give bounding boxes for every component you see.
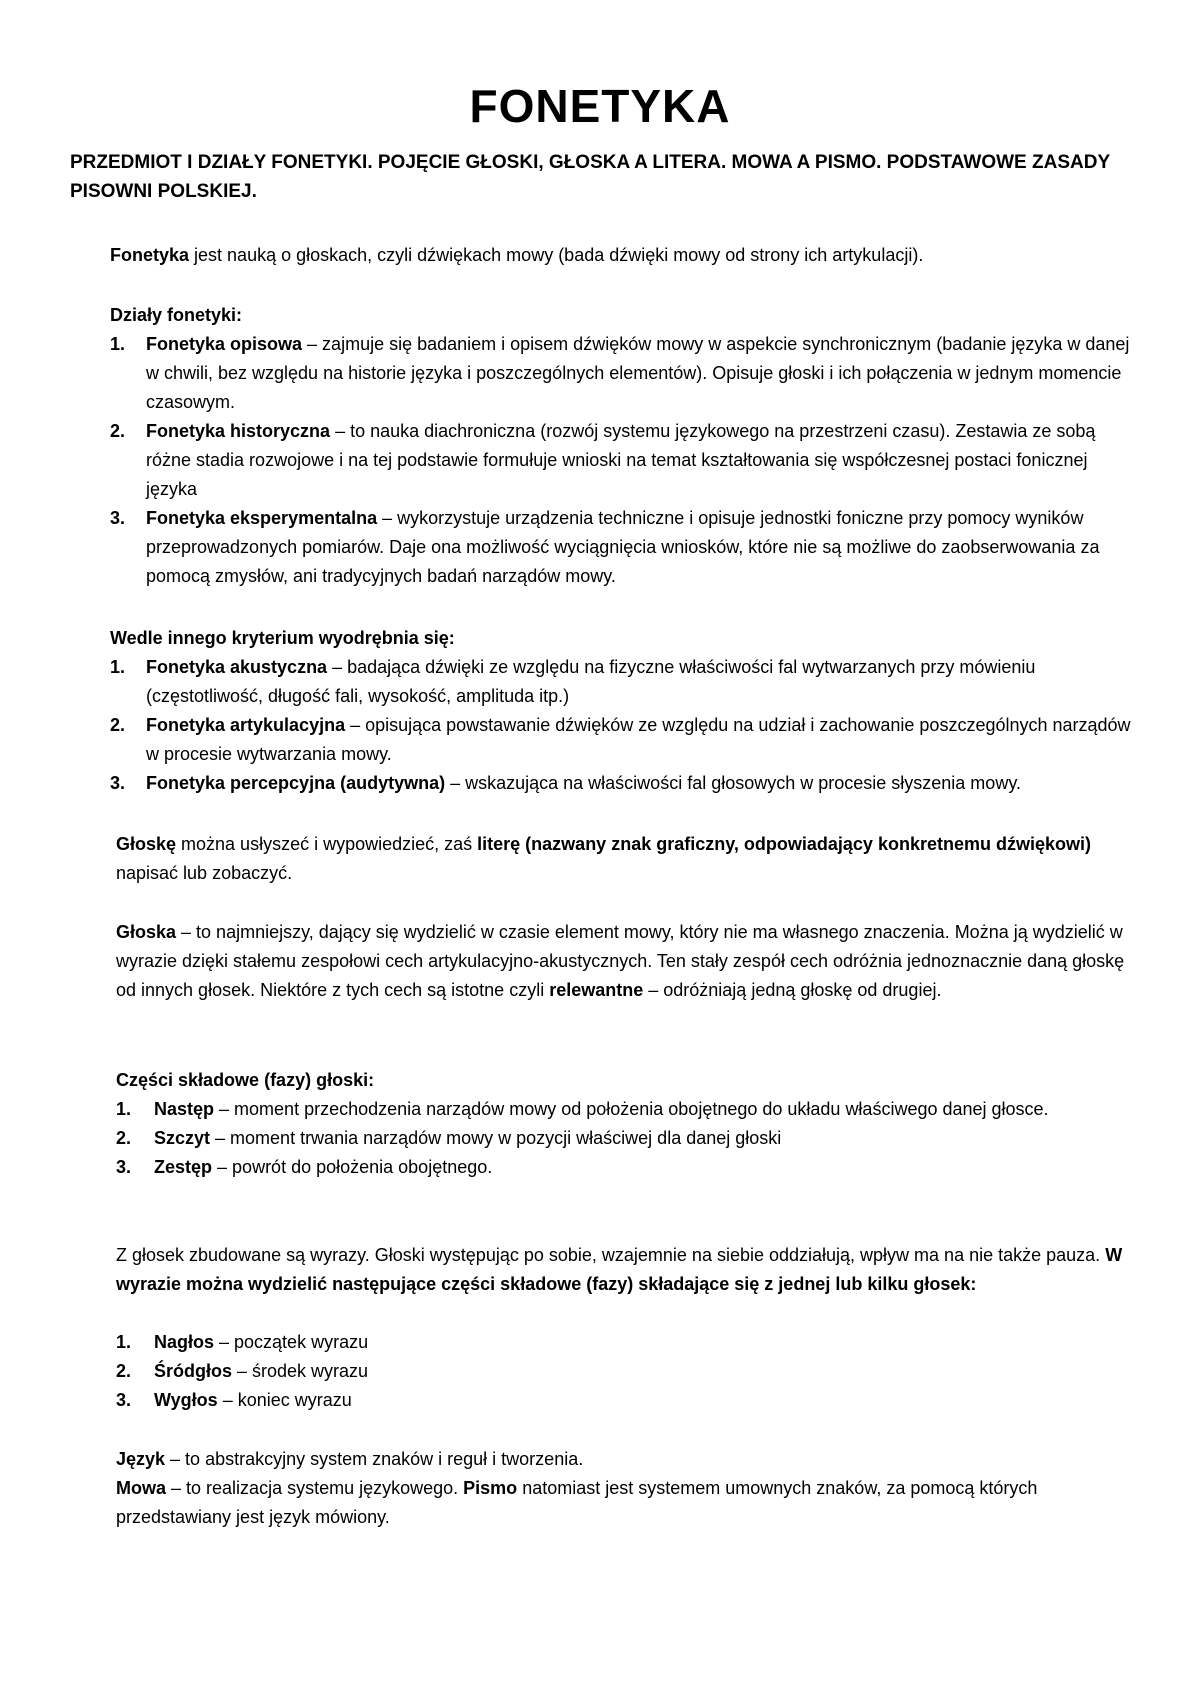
intro-paragraph bbox=[110, 241, 1140, 270]
section-heading: Działy fonetyki: bbox=[110, 305, 243, 325]
gloska-definition-paragraph: Głoska – to najmniejszy, dający się wydzielić w czasie element mowy, który nie ma własnego znaczenia. Można ją wydzielić w wyrazie dzięki stałemu zespołowi cech artykulacyjno-akustycznych. Ten stały zespół cech odróżnia jednoznacznie daną głoskę od innych głosek. Niektóre z tych cech są istotne czyli relewantne – odróżniają jedną głoskę od drugiej. bbox=[116, 922, 1125, 1000]
gloska-litera-paragraph: Głoskę można usłyszeć i wypowiedzieć, zaś literę (nazwany znak graficzny, odpowiadający konkretnemu dźwiękowi) napisać lub zobaczyć. bbox=[116, 834, 1091, 883]
section-heading: Wedle innego kryterium wyodrębnia się: bbox=[110, 628, 455, 648]
wyrazy-list bbox=[116, 1328, 1140, 1415]
dzialy-list bbox=[110, 330, 1140, 591]
list-item: 2. Śródgłos – środek wyrazu bbox=[116, 1361, 369, 1381]
kryterium-list bbox=[110, 653, 1140, 798]
intro-text: jest nauką o głoskach, czyli dźwiękach mowy (bada dźwięki mowy od strony ich artykulacji). bbox=[189, 245, 924, 265]
list-item: 1. Fonetyka opisowa – zajmuje się badaniem i opisem dźwięków mowy w aspekcie synchronicznym (badanie języka w danej w chwili, bez względu na historie języka i poszczególnych elementów). Opisuje głoski i ich połączenia w jednym momencie czasowym. bbox=[110, 334, 1130, 412]
subtitle: PRZEDMIOT I DZIAŁY FONETYKI. POJĘCIE GŁOSKI, GŁOSKA A LITERA. MOWA A PISMO. PODSTAWOWE ZASADY PISOWNI POLSKIEJ. bbox=[70, 152, 1110, 202]
list-item: 2. Fonetyka artykulacyjna – opisująca powstawanie dźwięków ze względu na udział i zachowanie poszczególnych narządów w procesie wytwarzania mowy. bbox=[110, 715, 1131, 764]
wyrazy-paragraph: Z głosek zbudowane są wyrazy. Głoski występując po sobie, wzajemnie na siebie oddziałują, wpływ ma na nie także pauza. W wyrazie można wydzielić następujące części składowe (fazy) składające się z jednej lub kilku głosek: bbox=[116, 1245, 1123, 1294]
list-item: 3. Wygłos – koniec wyrazu bbox=[116, 1390, 352, 1410]
list-item: 1. Następ – moment przechodzenia narządów mowy od położenia obojętnego do układu właściwego danej głosce. bbox=[116, 1099, 1049, 1119]
jezyk-paragraph: Język – to abstrakcyjny system znaków i reguł i tworzenia. bbox=[116, 1449, 584, 1469]
list-item: 2. Szczyt – moment trwania narządów mowy w pozycji właściwej dla danej głoski bbox=[116, 1128, 782, 1148]
list-item: 3. Fonetyka percepcyjna (audytywna) – wskazująca na właściwości fal głosowych w procesie słyszenia mowy. bbox=[110, 773, 1021, 793]
list-item: 1. Nagłos – początek wyrazu bbox=[116, 1332, 369, 1352]
list-item: 3. Fonetyka eksperymentalna – wykorzystuje urządzenia techniczne i opisuje jednostki foniczne przy pomocy wyników przeprowadzonych pomiarów. Daje ona możliwość wyciągnięcia wniosków, które nie są możliwe do zaobserwowania za pomocą zmysłów, ani tradycyjnych badań narządów mowy. bbox=[110, 508, 1100, 586]
fazy-list bbox=[116, 1095, 1140, 1182]
page-title: FONETYKA bbox=[469, 80, 731, 132]
list-item: 1. Fonetyka akustyczna – badająca dźwięki ze względu na fizyczne właściwości fal wytwarzanych przy mówieniu (częstotliwość, długość fali, wysokość, amplituda itp.) bbox=[110, 657, 1036, 706]
list-item: 3. Zestęp – powrót do położenia obojętnego. bbox=[116, 1157, 493, 1177]
section-heading: Części składowe (fazy) głoski: bbox=[116, 1070, 375, 1090]
mowa-paragraph: Mowa – to realizacja systemu językowego. Pismo natomiast jest systemem umownych znaków, za pomocą których przedstawiany jest język mówiony. bbox=[116, 1478, 1038, 1527]
intro-term: Fonetyka bbox=[110, 245, 190, 265]
list-item: 2. Fonetyka historyczna – to nauka diachroniczna (rozwój systemu językowego na przestrzeni czasu). Zestawia ze sobą różne stadia rozwojowe i na tej podstawie formułuje wnioski na temat kształtowania się współczesnej postaci fonicznej języka bbox=[110, 421, 1096, 499]
